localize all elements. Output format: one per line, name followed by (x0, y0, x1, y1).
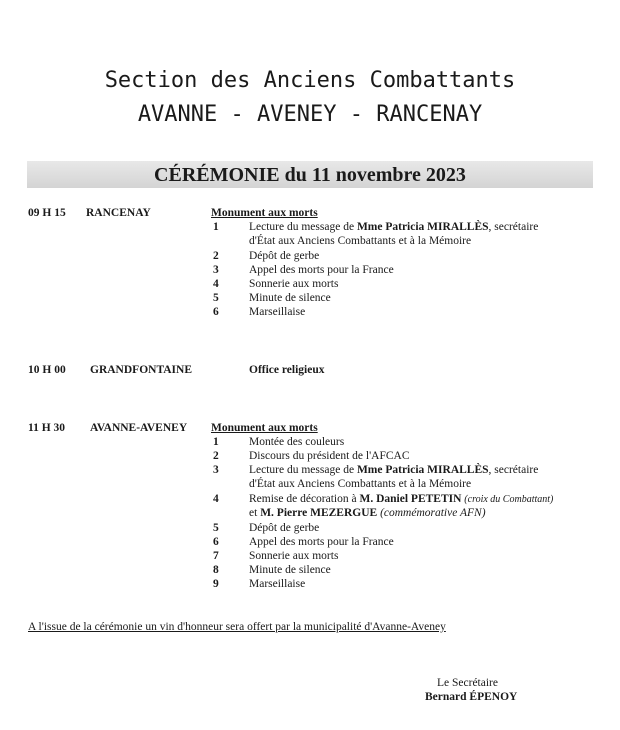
event-3-item-2-number: 2 (213, 450, 219, 462)
event-3-item-6-text: Appel des morts pour la France (249, 536, 394, 548)
event-1-item-6-text: Marseillaise (249, 306, 306, 318)
event-3-item-5-number: 5 (213, 522, 219, 534)
event-3-item-8-number: 8 (213, 564, 219, 576)
event-1-item-1-text: Lecture du message de Mme Patricia MIRALLÈS, secrétaire (249, 221, 539, 233)
event-3-item-6-number: 6 (213, 536, 219, 548)
event-3-item-3-text: Lecture du message de Mme Patricia MIRALLÈS, secrétaire (249, 464, 539, 476)
event-3-item-9-number: 9 (213, 578, 219, 590)
event-1-item-2-number: 2 (213, 250, 219, 262)
event-1-title: Monument aux morts (211, 207, 318, 219)
event-1-item-6-number: 6 (213, 306, 219, 318)
event-2-place: GRANDFONTAINE (90, 364, 193, 376)
event-3-place: AVANNE-AVENEY (90, 422, 188, 434)
signature-name: Bernard ÉPENOY (425, 691, 518, 703)
event-1-item-1-number: 1 (213, 221, 219, 233)
event-3-item-5-text: Dépôt de gerbe (249, 522, 320, 534)
event-1-item-5-number: 5 (213, 292, 219, 304)
event-3-item-7-number: 7 (213, 550, 219, 562)
event-3-item-9-text: Marseillaise (249, 578, 306, 590)
event-3-item-3-text-line2: d'État aux Anciens Combattants et à la Mémoire (249, 478, 472, 490)
event-1-item-1-text-line2: d'État aux Anciens Combattants et à la Mémoire (249, 235, 472, 247)
event-3-item-4-text: Remise de décoration à M. Daniel PETETIN (croix du Combattant) (249, 493, 554, 505)
event-3-item-3-number: 3 (213, 464, 219, 476)
event-1-item-5-text: Minute de silence (249, 292, 331, 304)
event-3-item-1-text: Montée des couleurs (249, 436, 345, 448)
event-3-title: Monument aux morts (211, 422, 318, 434)
section-title: Section des Anciens Combattants (104, 68, 516, 93)
event-3-item-8-text: Minute de silence (249, 564, 331, 576)
event-1-item-4-number: 4 (213, 278, 219, 290)
event-3-item-2-text: Discours du président de l'AFCAC (249, 450, 410, 462)
event-3-item-7-text: Sonnerie aux morts (249, 550, 339, 562)
ceremony-title: CÉRÉMONIE du 11 novembre 2023 (154, 164, 466, 186)
communes-title: AVANNE - AVENEY - RANCENAY (137, 102, 483, 127)
event-1-time: 09 H 15 (28, 207, 66, 219)
event-3-item-1-number: 1 (213, 436, 219, 448)
event-3-time: 11 H 30 (28, 422, 66, 434)
ceremony-banner (27, 161, 593, 188)
event-3-item-4-number: 4 (213, 493, 219, 505)
reception-note: A l'issue de la cérémonie un vin d'honneur sera offert par la municipalité d'Avanne-Aveney (28, 621, 446, 633)
event-1-place: RANCENAY (86, 207, 151, 219)
event-2-time: 10 H 00 (28, 364, 66, 376)
event-1-item-2-text: Dépôt de gerbe (249, 250, 320, 262)
event-1-item-3-text: Appel des morts pour la France (249, 264, 394, 276)
event-1-item-4-text: Sonnerie aux morts (249, 278, 339, 290)
event-3-item-4-text-line2: et M. Pierre MEZERGUE (commémorative AFN) (249, 507, 486, 519)
event-2-title: Office religieux (249, 364, 325, 376)
signature-role: Le Secrétaire (437, 677, 498, 689)
event-1-item-3-number: 3 (213, 264, 219, 276)
